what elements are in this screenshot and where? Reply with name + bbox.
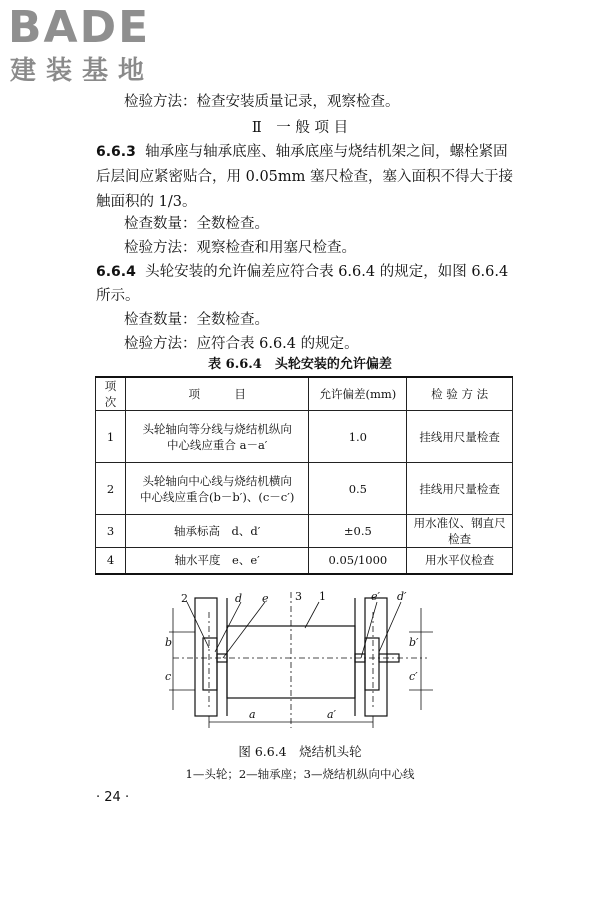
right-bearing-block-shape — [365, 638, 379, 690]
cell-method: 用水准仪、钢直尺检查 — [407, 515, 513, 548]
clause-6-6-4-line-1 — [96, 262, 508, 282]
cell-tolerance: ±0.5 — [309, 515, 407, 548]
header-tolerance: 允许偏差(mm) — [309, 377, 407, 411]
cell-no: 2 — [96, 463, 126, 515]
page-number: · 24 · — [96, 790, 130, 805]
clause-6-6-4-line-2: 所示。 — [96, 288, 140, 304]
clause-text: 轴承座与轴承底座、轴承底座与烧结机架之间，螺栓紧固 — [145, 144, 508, 160]
cell-no: 4 — [96, 548, 126, 574]
cell-item-line: 头轮轴向中心线与烧结机横向 — [142, 473, 292, 488]
label-c: c — [165, 670, 172, 683]
label-1: 1 — [319, 590, 326, 603]
left-bearing-block-shape — [203, 638, 217, 690]
clause-6-6-3-line-2: 后层间应紧密贴合，用 0.05mm 塞尺检查，塞入面积不得大于接 — [96, 169, 514, 185]
label-d: d — [235, 592, 243, 605]
cell-tolerance: 0.05/1000 — [309, 548, 407, 574]
label-e: e — [262, 592, 269, 605]
cell-method: 用水平仪检查 — [407, 548, 513, 574]
clause-6-6-3-quantity: 检查数量：全数检查。 — [124, 216, 269, 232]
label-b-prime: b′ — [409, 636, 419, 649]
label-3: 3 — [295, 590, 302, 603]
head-wheel-figure — [165, 588, 435, 738]
cell-item-line: 中心线应重合(b－b′)、(c－c′) — [140, 489, 295, 504]
label-b: b — [165, 636, 173, 649]
cell-tolerance: 0.5 — [309, 463, 407, 515]
table-header-row — [96, 377, 513, 411]
header-item: 项 目 — [125, 377, 308, 411]
logo-wordmark: BADE — [8, 2, 151, 53]
cell-no: 1 — [96, 411, 126, 463]
header-method: 检 验 方 法 — [407, 377, 513, 411]
cell-method: 挂线用尺量检查 — [407, 411, 513, 463]
label-e-prime: e′ — [371, 590, 381, 603]
right-bearing-base-shape — [365, 598, 387, 716]
table-row — [96, 515, 513, 548]
label-2: 2 — [181, 592, 188, 605]
left-bearing-base-shape — [195, 598, 217, 716]
brand-logo — [8, 2, 178, 90]
clause-6-6-3-line-3: 触面积的 1/3。 — [96, 194, 197, 210]
clause-6-6-4-quantity: 检查数量：全数检查。 — [124, 312, 269, 328]
section-heading: Ⅱ 一 般 项 目 — [251, 120, 349, 136]
table-row — [96, 411, 513, 463]
cell-item-line: 头轮轴向等分线与烧结机纵向 — [142, 421, 292, 436]
table-row — [96, 463, 513, 515]
inspection-method-line: 检验方法：检查安装质量记录，观察检查。 — [124, 94, 400, 110]
figure-legend: 1—头轮；2—轴承座；3—烧结机纵向中心线 — [185, 767, 415, 781]
label-a: a — [249, 708, 256, 721]
clause-6-6-4-method: 检验方法：应符合表 6.6.4 的规定。 — [124, 336, 359, 352]
header-no: 项次 — [96, 377, 126, 411]
cell-tolerance: 1.0 — [309, 411, 407, 463]
clause-6-6-3-line-1 — [96, 142, 508, 162]
table-caption: 表 6.6.4 头轮安装的允许偏差 — [208, 357, 392, 372]
cell-method: 挂线用尺量检查 — [407, 463, 513, 515]
clause-number: 6.6.4 — [96, 264, 136, 280]
clause-6-6-3-method: 检验方法：观察检查和用塞尺检查。 — [124, 240, 356, 256]
tolerance-table — [95, 376, 513, 575]
label-a-prime: a′ — [327, 708, 337, 721]
label-d-prime: d′ — [397, 590, 407, 603]
label-c-prime: c′ — [409, 670, 418, 683]
cell-item: 轴承标高 d、d′ — [125, 515, 308, 548]
cell-item-line: 中心线应重合 a－a′ — [166, 437, 268, 452]
clause-number: 6.6.3 — [96, 144, 136, 160]
cell-item — [125, 411, 308, 463]
cell-item — [125, 463, 308, 515]
logo-chinese-name: 建装基地 — [10, 56, 155, 86]
clause-text: 头轮安装的允许偏差应符合表 6.6.4 的规定，如图 6.6.4 — [145, 264, 509, 280]
cell-no: 3 — [96, 515, 126, 548]
table-row — [96, 548, 513, 574]
figure-caption: 图 6.6.4 烧结机头轮 — [238, 744, 362, 759]
cell-item: 轴水平度 e、e′ — [125, 548, 308, 574]
